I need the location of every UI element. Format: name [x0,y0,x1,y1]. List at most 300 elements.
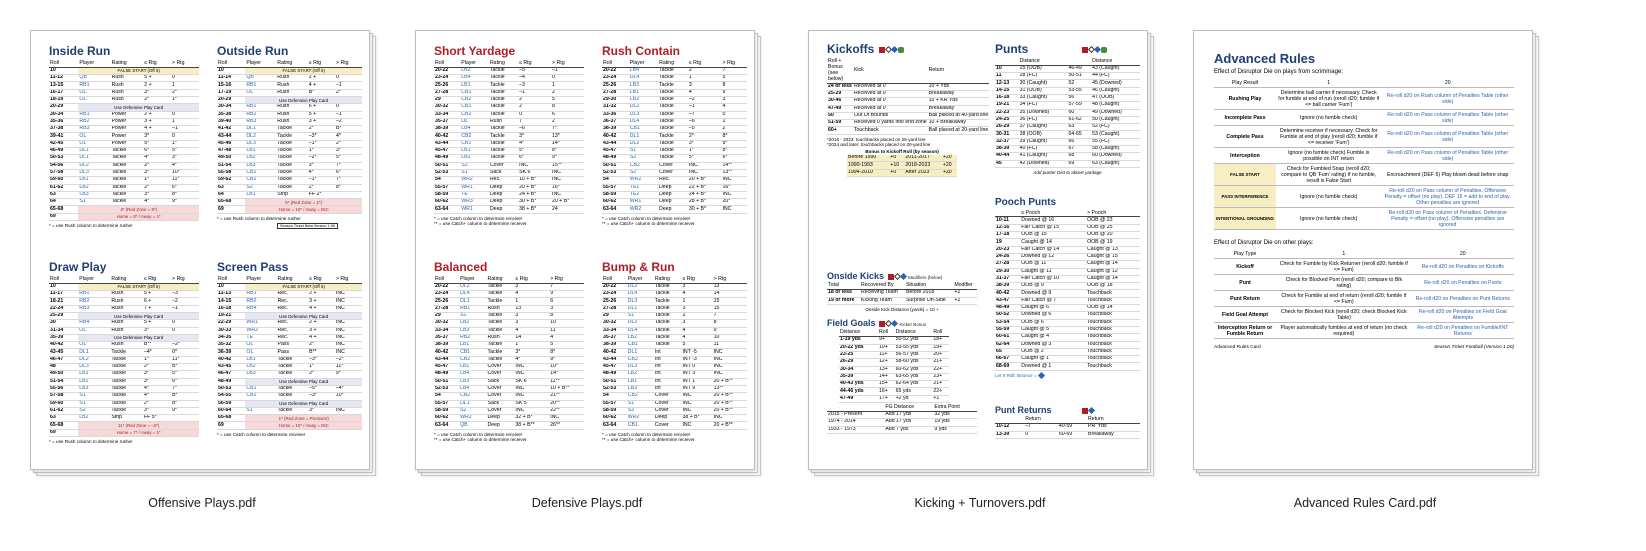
table-cell: Power [111,118,144,125]
table-cell: 22+ [932,366,949,373]
table-cell: 2* [308,371,335,378]
play-table [49,277,199,437]
table-cell: Rush [487,305,515,312]
page-preview [808,30,1148,470]
table-cell: CB2 [459,393,486,400]
table-row [434,96,584,103]
table-row [49,371,199,378]
band-cell: FALSE START (Off 5) [78,283,199,290]
table-cell: TE1 [629,184,658,191]
table-cell: Int [654,371,682,378]
roll-cell: 65-68 [217,415,245,422]
table-cell: 40-42 [49,342,78,349]
table-cell: 5 [551,96,584,103]
table-cell: 8 [721,82,747,89]
file-name-label[interactable]: Offensive Plays.pdf [148,496,256,510]
table-row [434,385,584,392]
table-cell: 9* [721,140,747,147]
table-row [602,67,747,74]
table-cell: Tackle [489,126,518,133]
table-cell: Tackle [487,342,515,349]
table-cell: 3* [514,349,549,356]
table-cell: 20 + B* [518,184,551,191]
red-die-icon [879,47,885,53]
table-row [995,73,1140,80]
table-row [827,127,989,134]
table-row [49,96,199,103]
red-die-icon [1082,47,1088,53]
table-cell: INC [713,364,747,371]
table-row [602,327,747,334]
table-cell: 3 [514,283,549,290]
table-row [49,89,199,96]
column-header: > Pooch [1086,211,1140,217]
table-row [995,312,1140,319]
table-cell: S2 [629,169,658,176]
table-cell: 60-62 [434,415,459,422]
table-header-row [1214,78,1514,88]
table-row [995,246,1140,253]
table-cell: Tackle [487,291,515,298]
table-cell: OL [78,96,110,103]
table-cell: 23-24 [602,75,629,82]
rule-effect-20: Re-roll d20 on Pass column of Penalties Table (other side) [1381,110,1514,126]
rule-label: PASS INTERFERENCE [1214,186,1276,208]
table-cell: Tackle [658,89,688,96]
table-row [49,184,199,191]
table-cell: WR1 [460,184,489,191]
table-cell: 58-59 [602,191,629,198]
table-cell: 31-32 [602,104,629,111]
table-row [602,364,747,371]
roll-cell: 10 [49,67,78,74]
table-row [49,177,199,184]
table-cell: Receiving Team [860,290,905,297]
table-cell: –2 [335,118,362,125]
table-cell: Tackle [658,96,688,103]
card-title: Inside Run [49,44,111,58]
table-cell: 30-34 [217,104,245,111]
punt-returns-title: Punt Returns [995,405,1052,415]
table-cell: 12-13 [995,80,1019,87]
table-cell: 11-17 [49,291,78,298]
table-row [49,415,199,422]
column-header: 20 [1381,78,1514,88]
table-cell: 25 (OOB) [1019,65,1068,72]
table-cell: OL [78,89,110,96]
card-title: Screen Pass [217,260,289,274]
table-cell: 30-34 [49,111,78,118]
table-cell: 20** [549,400,584,407]
let-it-roll-label: Let It Roll: Bounce = [995,372,1038,378]
table-cell: Tackle [489,155,518,162]
table-row [827,98,989,105]
table-cell: 11 [995,73,1019,80]
roll-cell: 65-68 [49,206,78,213]
table-cell: 38 + B** [514,422,549,429]
table-row [49,206,199,213]
table-cell: 9* [171,407,199,414]
table-cell: 3* [143,371,171,378]
table-cell: DL4 [629,75,658,82]
table-row [49,429,199,436]
table-row [995,131,1140,138]
table-cell: –2* [308,155,335,162]
table-cell: 15-16 [217,82,245,89]
table-cell: 0 [518,111,551,118]
rule-effect-20: Re-roll d20 on Penalties on Punt Returns [1412,291,1514,307]
table-row [995,80,1140,87]
table-row [602,169,747,176]
table-cell: INT 3 [681,371,712,378]
table-cell: Tackle [489,148,518,155]
table-header-row [1214,249,1514,259]
table-cell: 68 [1067,153,1091,160]
file-advanced-rules[interactable] [1185,0,1545,551]
play-table [49,61,199,221]
table-cell: Tackle [111,169,144,176]
table-cell: 35-32 [217,342,245,349]
rule-effect-20: Re-roll d20 on Penalties on Punts [1412,275,1514,291]
table-row [1214,186,1514,208]
column-header: Rating [654,277,682,283]
table-row [217,334,362,341]
table-cell: 60 (Downed) [1091,153,1140,160]
table-cell: Deep [658,191,688,198]
roll-cell: 65-68 [49,422,78,429]
rule-effect-20: Re-roll d20 on Rush column of Penalties Table (other side) [1381,88,1514,110]
table-cell: Ball placed at 20-yard line [928,126,989,133]
table-cell: S2 [460,162,489,169]
table-row [49,422,199,429]
table-cell: 2 [551,118,584,125]
table-cell: Sack [487,378,515,385]
table-cell: 20-22 [434,67,460,74]
table-cell: Downed @ 3 [1020,341,1086,348]
table-row [49,199,199,206]
table-cell: 8 [551,104,584,111]
rule-effect-20: Re-roll d20 on Pass column of Penalties Table (other side) [1381,126,1514,148]
table-cell: 26** [549,422,584,429]
table-cell: 11-14 [217,75,245,82]
table-row [217,199,362,206]
let-it-roll [995,373,1140,378]
rule-label: Incomplete Pass [1214,110,1276,126]
table-cell: INC [713,356,747,363]
table-cell: 40-44 [995,153,1019,160]
table-cell: WR2 [627,415,654,422]
file-name-label[interactable]: Defensive Plays.pdf [531,496,643,510]
table-cell: 4* [514,356,549,363]
column-header: Roll [49,277,78,283]
table-cell: WR2 [629,206,658,213]
table-cell: 14-15 [217,298,245,305]
rule-label: Interception [1214,148,1276,164]
table-cell: 62-64 [995,341,1020,348]
table-row [434,407,584,414]
table-cell: INC [335,291,362,298]
table-cell: OOB @ 6 [1020,319,1086,326]
table-cell: Kicking Team [860,297,905,304]
table-cell: 24 + B* [518,191,551,198]
table-cell: INC [335,320,362,327]
table-cell: Tackle [111,155,144,162]
table-cell: WR2 [460,177,489,184]
table-cell: 50-53 [49,155,78,162]
table-cell: OOB @ 23 [1086,217,1140,224]
column-header: > Rtg [549,277,584,283]
table-cell: +0 [889,155,904,162]
table-cell: LB3 [627,385,654,392]
file-defensive-plays[interactable] [407,0,767,551]
table-cell: Rush [276,104,308,111]
table-row [995,153,1140,160]
table-cell: 60-62 [602,199,629,206]
roll-cell: 35-39 [49,334,78,341]
card-title: Short Yardage [434,44,516,58]
table-cell: Tackle [489,67,518,74]
band-cell: Home = 10* / Away = INC [245,206,362,213]
table-cell: INC [681,393,712,400]
table-cell: RB1 [459,305,486,312]
column-header: Roll [434,277,459,283]
table-cell: 1 [688,75,722,82]
card-note: * = use Catch column to determine receiver [602,215,691,221]
table-cell: 58-60 yds [895,359,933,366]
table-cell: 7* [171,385,199,392]
table-cell: 61-62 [1067,116,1091,123]
table-row [434,206,584,213]
table-cell: 58-59 [434,191,460,198]
table-row [434,320,584,327]
table-cell: 1 [514,298,549,305]
table-cell: 4 [514,291,549,298]
table-row [995,239,1140,246]
table-cell: Downed @ 9 [1020,290,1086,297]
table-cell: Power [111,126,144,133]
band-cell: 1* (Red Zone = Pressure) [245,415,362,422]
table-cell: –1 [335,82,362,89]
table-cell: 3 [721,96,747,103]
card-title [827,318,977,328]
table-cell: DL3 [78,364,110,371]
table-cell: CB2 [460,133,489,140]
column-header: 1 [1276,78,1381,88]
table-cell: 6* [518,155,551,162]
table-cell: 33-34 [434,111,460,118]
table-row [217,298,362,305]
table-row [49,305,199,312]
table-row [217,400,362,407]
table-cell: 64 [49,199,78,206]
table-row [827,90,989,97]
table-cell: Cover [487,385,515,392]
column-header: ≤ Rtg [681,277,712,283]
table-cell: RB1 [78,82,110,89]
table-cell: LB3 [459,378,486,385]
card-title: Bump & Run [602,260,675,274]
table-cell: 25-26 [434,82,460,89]
table-cell: Tackle [487,298,515,305]
table-cell: S2 [78,407,110,414]
band-cell: 6* (Red Zone = 1*) [245,199,362,206]
table-row [49,327,199,334]
table-cell: WR2 [245,327,276,334]
table-cell: CB1 [629,126,658,133]
table-row [602,400,747,407]
table-cell: 29-30 [995,268,1020,275]
table-cell: 43 (Caught) [1091,65,1140,72]
table-cell: LB1 [245,191,276,198]
table-cell: LB4 [460,75,489,82]
table-cell: Cover [487,371,515,378]
table-row [602,126,747,133]
file-kicking-turnovers[interactable] [800,0,1160,551]
table-row [217,82,362,89]
table-cell: 63-65 yds [895,373,933,380]
column-header: > Rtg [713,277,747,283]
card-footer [1214,345,1514,350]
table-cell: 61-62 [49,184,78,191]
table-cell: 50-51 [434,162,460,169]
table-cell: INC [335,349,362,356]
table-cell: 41 (Caught) [1019,153,1068,160]
table-row [217,75,362,82]
table-row [49,155,199,162]
table-cell: 50 [827,112,853,119]
table-row [602,199,747,206]
table-cell: 20 + B** [713,378,747,385]
table-cell: 13** [721,169,747,176]
table-row [839,359,949,366]
table-row [434,148,584,155]
table-cell: Cover [654,407,682,414]
table-row [602,415,747,422]
table-cell: 19+ [932,344,949,351]
table-cell: 2 [721,126,747,133]
table-cell: 4 + [308,82,335,89]
band-cell: Home = 10* / Away = INC [245,422,362,429]
table-cell: 20-22 yds [839,344,878,351]
table-cell: 43-44 [602,140,629,147]
table-cell: LB3 [245,162,276,169]
table-cell: 24 + B* [688,191,722,198]
table-row [839,373,949,380]
table-cell: LB2 [460,155,489,162]
table-cell: 35 (Downed) [1019,109,1068,116]
table-row [217,155,362,162]
blue-die-icon [1094,46,1101,53]
table-cell: B* [308,89,335,96]
other-plays-table [1214,249,1514,339]
table-cell: 55-57 [434,400,459,407]
table-cell: CB2 [629,162,658,169]
table-cell: LB1 [459,342,486,349]
column-header: > Rtg [335,61,362,67]
table-cell: 8* [171,191,199,198]
table-cell: 32-37 [995,138,1019,145]
table-cell: Downed @ 1 [1020,363,1086,370]
file-offensive-plays[interactable] [22,0,382,551]
table-cell: 45-47 [434,364,459,371]
table-row [49,393,199,400]
table-row [1214,88,1514,110]
band-cell: Use Defensive Play Card [245,312,362,319]
table-cell: –2* [335,356,362,363]
table-row [602,111,747,118]
table-cell: Caught @ 15 [1086,253,1140,260]
table-cell: Tackle [658,82,688,89]
table-cell: Caught @ 13 [1086,246,1140,253]
onside-card [827,271,977,312]
table-cell: Tackle [489,89,518,96]
table-cell: 1* [688,148,722,155]
table-cell: INC [681,407,712,414]
roll-cell: 10 [49,283,78,290]
table-cell: INT 0 [681,364,712,371]
table-cell: 40-43 yds [839,381,878,388]
table-cell: 48 [49,364,78,371]
table-cell: 4 + [308,334,335,341]
rule-label: Punt Return [1214,291,1276,307]
card-title: Draw Play [49,260,107,274]
bump-run-card [602,261,747,442]
table-cell: 2* [308,126,335,133]
table-cell: –7 [688,111,722,118]
table-cell: 1933 - 1973 [827,426,884,433]
table-cell: 17-19 [217,89,245,96]
table-cell: Tackle [654,334,682,341]
card-title: Pooch Punts [995,197,1057,208]
table-cell: Touchback [1086,312,1140,319]
table-cell: 16* [721,184,747,191]
table-cell: S2 [245,184,276,191]
column-header: Rating [658,61,688,67]
table-cell: INC [713,349,747,356]
table-cell: S1 [627,312,654,319]
table-cell: 9* [551,155,584,162]
table-cell: Touchback [1086,297,1140,304]
table-cell: 47-49 [827,105,853,112]
onside-table [827,283,977,305]
table-cell: 31-34 [49,327,78,334]
roll-cell: 20-29 [49,104,78,111]
file-name-label[interactable]: Advanced Rules Card.pdf [1293,496,1437,510]
table-cell: 4 + [308,305,335,312]
table-cell: –1 [335,111,362,118]
table-cell: INC [551,191,584,198]
table-row [217,393,362,400]
table-cell: 29 [602,312,627,319]
table-row [217,422,362,429]
table-row [839,366,949,373]
table-cell: Fair Catch @ 7 [1020,297,1086,304]
table-cell: Rec. [277,291,309,298]
table-cell: +20 [942,155,957,162]
table-row [827,120,989,127]
table-cell: RB2 [78,298,110,305]
band-cell: Use Defensive Play Card [245,96,362,103]
table-cell: 10-12 [995,424,1024,431]
table-row [434,371,584,378]
table-cell: Received at 0 [853,83,928,90]
table-row [434,111,584,118]
table-cell: 13 [713,283,747,290]
table-row [827,419,977,426]
table-cell: INT 1 [681,378,712,385]
table-row [995,275,1140,282]
file-name-label[interactable]: Kicking + Turnovers.pdf [914,496,1046,510]
